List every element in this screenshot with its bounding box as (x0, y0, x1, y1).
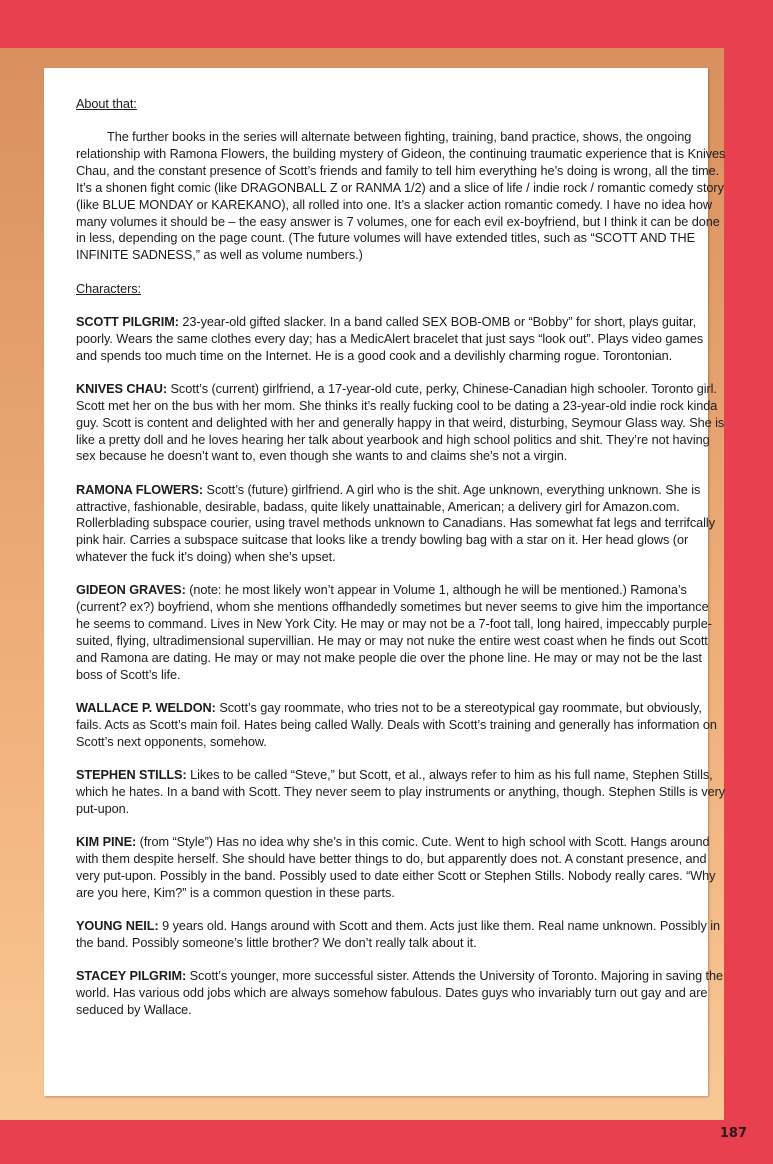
character-name: SCOTT PILGRIM: (76, 314, 179, 329)
character-name: STACEY PILGRIM: (76, 969, 187, 984)
character-description: (note: he most likely won’t appear in Volume 1, although he will be mentioned.) Ramona’s (current? ex?) boyfriend, whom she mentions offhandedly sometimes but never seems to give him the importance he seems to command. Lives in New York City. He may or may not be a 7-foot tall, long haired, impeccably purple-suited, flying, ultradimensional supervillian. He may or may not nuke the entire west coast when he finds out Scott and Ramona are dating. He may or may not make people die over the phone line. He may or may not be the last boss of Scott’s life. (76, 583, 712, 682)
character-description: 9 years old. Hangs around with Scott and them. Acts just like them. Real name unknown. Possibly in the band. Possibly someone’s little brother? We don’t really talk about it. (76, 918, 720, 950)
character-description: Scott’s (current) girlfriend, a 17-year-old cute, perky, Chinese-Canadian high schooler. Toronto girl. Scott met her on the bus with her mom. She thinks it’s really fucking cool to be dating a 23-year-old indie rock kinda guy. Scott is content and delighted with her and generally happy in that weird, disturbing, Seymour Glass way. She is like a pretty doll and he loves hearing her talk about yearbook and high school politics and shit. They’re not having sex because he doesn’t want to, even though she wants to and claims she’s not a virgin. (76, 381, 725, 464)
character-entry (76, 314, 726, 365)
about-paragraph: The further books in the series will alternate between fighting, training, band practice, shows, the ongoing relationship with Ramona Flowers, the building mystery of Gideon, the continuing traumatic experience that is Knives Chau, and the constant presence of Scott’s friends and family to tell him everything he’s doing is wrong, all the time. It’s a shonen fight comic (like DRAGONBALL Z or RANMA 1/2) and a slice of life / indie rock / romantic comedy story (like BLUE MONDAY or KAREKANO), all rolled into one. It’s a slacker action romantic comedy. I have no idea how many volumes it should be – the easy answer is 7 volumes, one for each evil ex-boyfriend, but I think it can be done in less, depending on the page count. (The future volumes will have extended titles, such as “SCOTT AND THE INFINITE SADNESS,” as well as volume numbers.) (76, 130, 726, 263)
character-entry (76, 700, 726, 751)
character-name: RAMONA FLOWERS: (76, 482, 204, 497)
character-name: STEPHEN STILLS: (76, 768, 187, 782)
character-entry (76, 381, 726, 465)
character-description: 23-year-old gifted slacker. In a band called SEX BOB-OMB or “Bobby” for short, plays guitar, poorly. Wears the same clothes every day; has a MedicAlert bracelet that just says “look out”. Plays video games and spends too much time on the Internet. He is a good cook and a devilishly charming rogue. Torontonian. (76, 314, 704, 363)
character-name: WALLACE P. WELDON: (76, 700, 216, 715)
characters-heading: Characters: (76, 281, 142, 296)
character-description: Scott’s gay roommate, who tries not to be a stereotypical gay roommate, but obviously, fails. Acts as Scott’s main foil. Hates being called Wally. Deals with Scott’s training and generally has information on Scott’s next opponents, somehow. (76, 700, 717, 749)
page-number: 187 (719, 1126, 747, 1141)
character-entry (76, 968, 726, 1019)
bottom-border (0, 1120, 773, 1164)
character-name: KIM PINE: (76, 835, 137, 850)
about-heading: About that: (76, 97, 137, 111)
character-name: YOUNG NEIL: (76, 918, 159, 933)
character-description: Likes to be called “Steve,” but Scott, et al., always refer to him as his full name, Stephen Stills, which he hates. In a band with Scott. They never seem to play instruments or anything, though. Stephen Stills is very put-upon. (76, 768, 726, 816)
character-entry (76, 482, 726, 566)
character-name: KNIVES CHAU: (76, 381, 168, 396)
character-entry (76, 582, 726, 683)
character-description: Scott’s (future) girlfriend. A girl who is the shit. Age unknown, everything unknown. She is attractive, fashionable, desirable, badass, quite likely unattainable, American; a delivery girl for Amazon.com. Rollerblading subspace courier, using travel methods unknown to Canadians. Has somewhat fat legs and terrifcally pink hair. Carries a subspace suitcase that looks like a trendy bowling bag with a star on it. Her head glows (or whatever the fuck it’s doing) when she’s upset. (76, 482, 715, 565)
character-entry (76, 918, 726, 952)
character-description: Scott’s younger, more successful sister. Attends the University of Toronto. Majoring in saving the world. Has various odd jobs which are always somehow fabulous. Dates guys who invariably turn out gay and are seduced by Wallace. (76, 969, 724, 1017)
top-border (0, 0, 773, 48)
character-entry (76, 767, 726, 818)
character-description: (from “Style”) Has no idea why she’s in this comic. Cute. Went to high school with Scott. Hangs around with them despite herself. She should have better things to do, but apparently does not. A constant presence, and very put-upon. Possibly in the band. Possibly used to date either Scott or Stephen Stills. Nobody really cares. “Why are you here, Kim?” is a common question in these parts. (76, 835, 716, 900)
character-entry (76, 834, 726, 901)
character-name: GIDEON GRAVES: (76, 583, 186, 598)
document-text (76, 96, 726, 1035)
